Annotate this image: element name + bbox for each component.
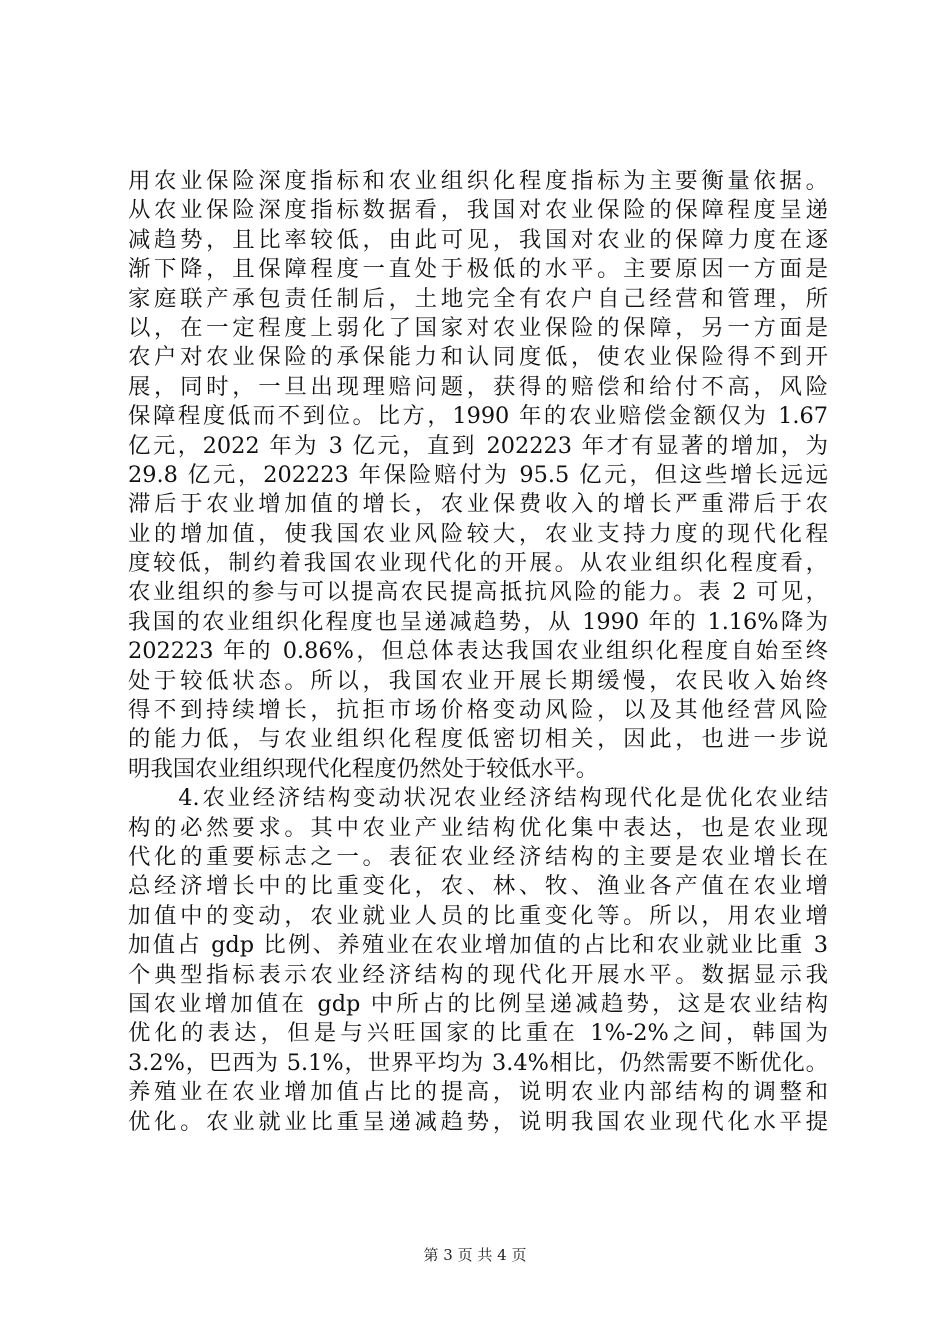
- text-line: 明我国农业组织现代化程度仍然处于较低水平。: [128, 755, 599, 782]
- text-line: 亿元，2022 年为 3 亿元，直到 202223 年才有显著的增加，为: [128, 432, 828, 459]
- text-line: 总经济增长中的比重变化，农、林、牧、渔业各产值在农业增: [128, 873, 828, 900]
- text-line: 4.农业经济结构变动状况农业经济结构现代化是优化农业结: [128, 785, 828, 812]
- text-line: 29.8 亿元，202223 年保险赔付为 95.5 亿元，但这些增长远远: [128, 461, 828, 488]
- text-line: 从农业保险深度指标数据看，我国对农业保险的保障程度呈递: [128, 197, 828, 224]
- text-line: 展，同时，一旦出现理赔问题，获得的赔偿和给付不高，风险: [128, 373, 828, 400]
- text-line: 优化。农业就业比重呈递减趋势，说明我国农业现代化水平提: [128, 1108, 828, 1135]
- text-line: 家庭联产承包责任制后，土地完全有农户自己经营和管理，所: [128, 285, 828, 312]
- text-line: 农户对农业保险的承保能力和认同度低，使农业保险得不到开: [128, 344, 828, 371]
- text-line: 农业组织的参与可以提高农民提高抵抗风险的能力。表 2 可见，: [128, 579, 828, 606]
- text-line: 个典型指标表示农业经济结构的现代化开展水平。数据显示我: [128, 961, 828, 988]
- text-line: 加值占 gdp 比例、养殖业在农业增加值的占比和农业就业比重 3: [128, 932, 828, 959]
- text-line: 以，在一定程度上弱化了国家对农业保险的保障，另一方面是: [128, 314, 828, 341]
- text-line: 滞后于农业增加值的增长，农业保费收入的增长严重滞后于农: [128, 491, 828, 518]
- text-line: 减趋势，且比率较低，由此可见，我国对农业的保障力度在逐: [128, 226, 828, 253]
- text-line: 度较低，制约着我国农业现代化的开展。从农业组织化程度看，: [128, 550, 828, 577]
- text-line: 加值中的变动，农业就业人员的比重变化等。所以，用农业增: [128, 902, 828, 929]
- text-line: 202223 年的 0.86%，但总体表达我国农业组织化程度自始至终: [128, 638, 828, 665]
- text-line: 业的增加值，使我国农业风险较大，农业支持力度的现代化程: [128, 520, 828, 547]
- text-line: 我国的农业组织化程度也呈递减趋势，从 1990 年的 1.16%降为: [128, 608, 828, 635]
- text-line: 处于较低状态。所以，我国农业开展长期缓慢，农民收入始终: [128, 667, 828, 694]
- text-line: 优化的表达，但是与兴旺国家的比重在 1%-2%之间，韩国为: [128, 1020, 828, 1047]
- body-text: [128, 167, 828, 1137]
- text-line: 3.2%，巴西为 5.1%，世界平均为 3.4%相比，仍然需要不断优化。: [128, 1049, 828, 1076]
- text-line: 的能力低，与农业组织化程度低密切相关，因此，也进一步说: [128, 726, 828, 753]
- text-line: 代化的重要标志之一。表征农业经济结构的主要是农业增长在: [128, 843, 828, 870]
- page-number-footer: 第 3 页 共 4 页: [423, 1246, 527, 1264]
- text-line: 养殖业在农业增加值占比的提高，说明农业内部结构的调整和: [128, 1079, 828, 1106]
- text-line: 用农业保险深度指标和农业组织化程度指标为主要衡量依据。: [128, 168, 828, 194]
- text-line: 渐下降，且保障程度一直处于极低的水平。主要原因一方面是: [128, 256, 828, 283]
- text-line: 国农业增加值在 gdp 中所占的比例呈递减趋势，这是农业结构: [128, 990, 828, 1017]
- text-line: 保障程度低而不到位。比方，1990 年的农业赔偿金额仅为 1.67: [128, 403, 828, 430]
- text-line: 构的必然要求。其中农业产业结构优化集中表达，也是农业现: [128, 814, 828, 841]
- text-line: 得不到持续增长，抗拒市场价格变动风险，以及其他经营风险: [128, 697, 828, 724]
